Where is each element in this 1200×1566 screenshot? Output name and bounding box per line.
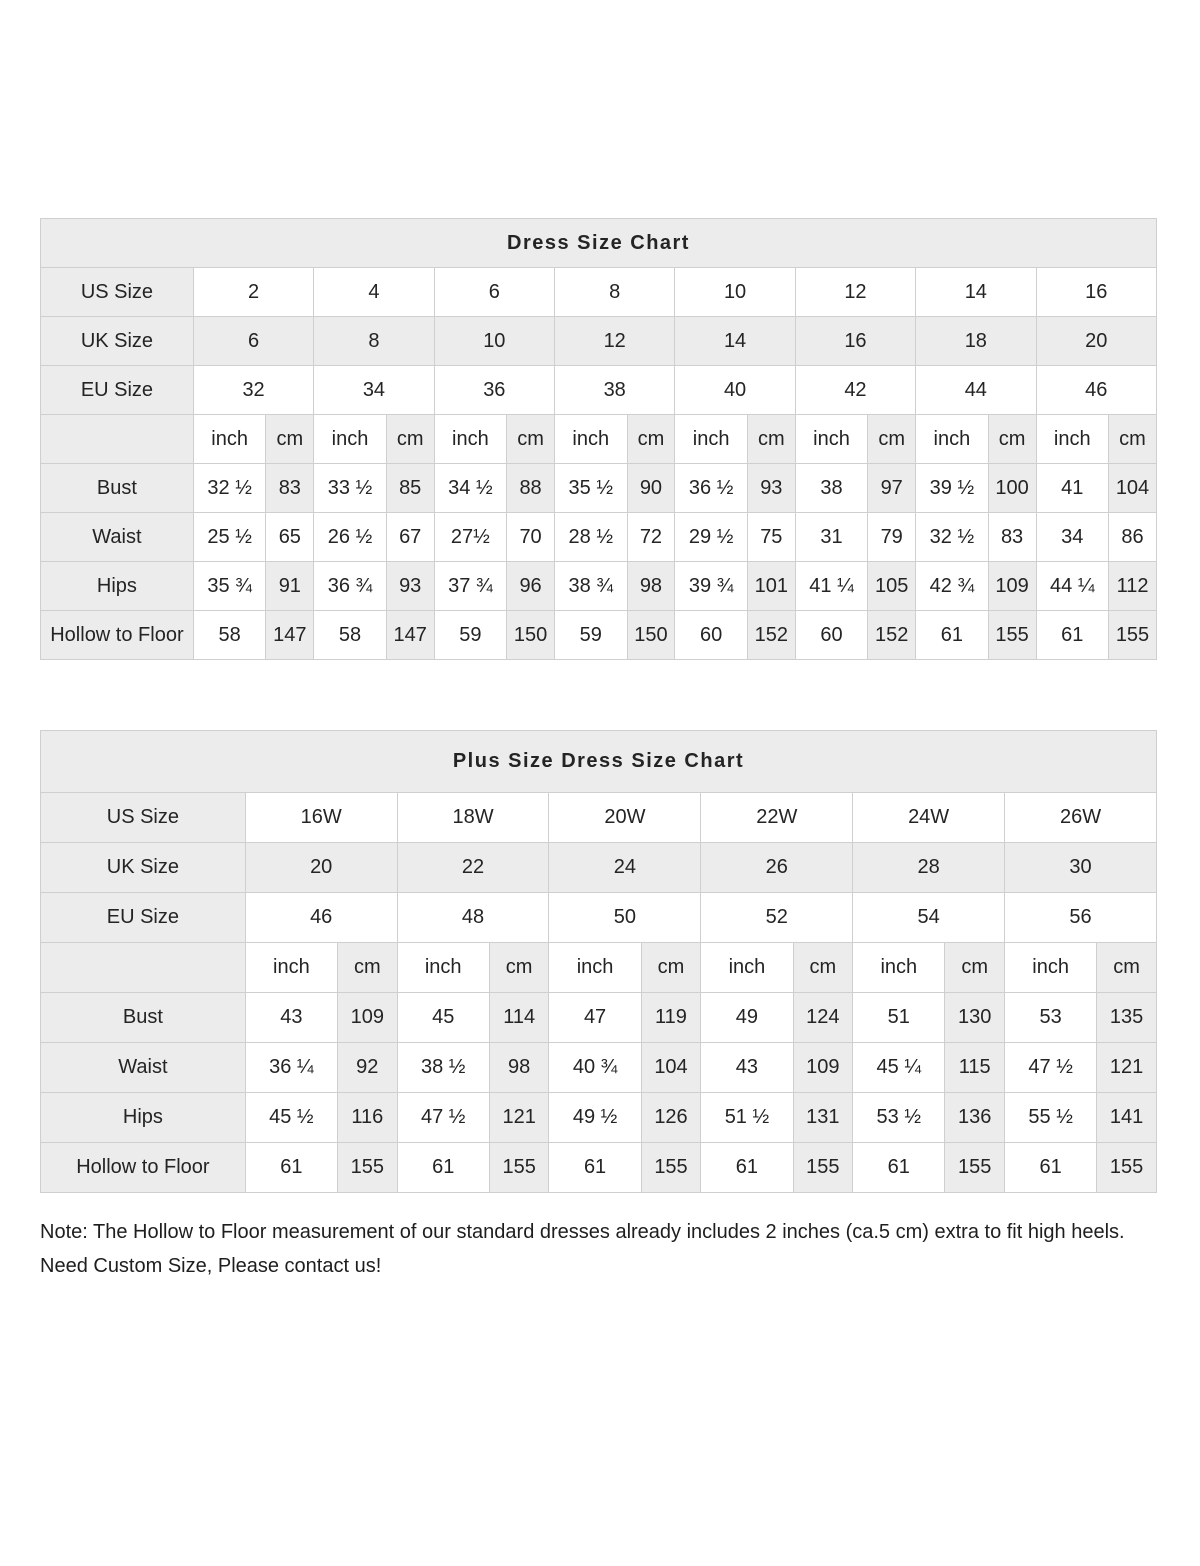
row-label-cell: Waist: [41, 1043, 246, 1093]
size-value-cell: 46: [245, 893, 397, 943]
measurement-cm-cell: 126: [641, 1093, 701, 1143]
measurement-cm-cell: 147: [386, 611, 434, 660]
row-label-cell: EU Size: [41, 366, 194, 415]
row-label-cell: [41, 943, 246, 993]
row-label-cell: UK Size: [41, 843, 246, 893]
measurement-cm-cell: 83: [988, 513, 1036, 562]
measurement-cm-cell: 104: [641, 1043, 701, 1093]
unit-inch-cell: inch: [434, 415, 507, 464]
size-value-cell: 16: [795, 317, 915, 366]
measurement-inch-cell: 36 ½: [675, 464, 748, 513]
measurement-inch-cell: 61: [1005, 1143, 1097, 1193]
measurement-inch-cell: 61: [245, 1143, 337, 1193]
size-value-cell: 46: [1036, 366, 1157, 415]
unit-inch-cell: inch: [549, 943, 641, 993]
measurement-inch-cell: 55 ½: [1005, 1093, 1097, 1143]
size-value-cell: 28: [853, 843, 1005, 893]
measurement-cm-cell: 105: [868, 562, 916, 611]
unit-row: [41, 415, 1157, 464]
measurement-cm-cell: 101: [747, 562, 795, 611]
measurement-cm-cell: 79: [868, 513, 916, 562]
unit-cm-cell: cm: [641, 943, 701, 993]
measurement-inch-cell: 32 ½: [916, 513, 989, 562]
measurement-inch-cell: 58: [314, 611, 387, 660]
measurement-inch-cell: 61: [853, 1143, 945, 1193]
row-label-cell: Bust: [41, 464, 194, 513]
size-value-cell: 54: [853, 893, 1005, 943]
size-value-cell: 34: [314, 366, 434, 415]
size-row: [41, 366, 1157, 415]
size-value-cell: 4: [314, 268, 434, 317]
measurement-row: [41, 464, 1157, 513]
size-value-cell: 8: [555, 268, 675, 317]
measurement-inch-cell: 39 ½: [916, 464, 989, 513]
measurement-inch-cell: 25 ½: [193, 513, 266, 562]
unit-cm-cell: cm: [793, 943, 853, 993]
unit-cm-cell: cm: [337, 943, 397, 993]
measurement-cm-cell: 135: [1097, 993, 1157, 1043]
measurement-inch-cell: 45: [397, 993, 489, 1043]
measurement-cm-cell: 119: [641, 993, 701, 1043]
measurement-inch-cell: 61: [916, 611, 989, 660]
measurement-row: [41, 611, 1157, 660]
measurement-cm-cell: 121: [489, 1093, 549, 1143]
measurement-inch-cell: 28 ½: [555, 513, 628, 562]
measurement-cm-cell: 124: [793, 993, 853, 1043]
measurement-cm-cell: 100: [988, 464, 1036, 513]
unit-cm-cell: cm: [1109, 415, 1157, 464]
measurement-cm-cell: 136: [945, 1093, 1005, 1143]
measurement-cm-cell: 85: [386, 464, 434, 513]
title-row: [41, 731, 1157, 793]
measurement-inch-cell: 31: [795, 513, 868, 562]
unit-cm-cell: cm: [489, 943, 549, 993]
unit-inch-cell: inch: [853, 943, 945, 993]
size-value-cell: 22W: [701, 793, 853, 843]
size-value-cell: 38: [555, 366, 675, 415]
measurement-cm-cell: 98: [489, 1043, 549, 1093]
measurement-inch-cell: 47: [549, 993, 641, 1043]
measurement-cm-cell: 72: [627, 513, 675, 562]
measurement-cm-cell: 96: [507, 562, 555, 611]
measurement-inch-cell: 49 ½: [549, 1093, 641, 1143]
measurement-cm-cell: 86: [1109, 513, 1157, 562]
row-label-cell: Hips: [41, 1093, 246, 1143]
size-value-cell: 48: [397, 893, 549, 943]
unit-inch-cell: inch: [916, 415, 989, 464]
size-value-cell: 36: [434, 366, 554, 415]
measurement-inch-cell: 39 ¾: [675, 562, 748, 611]
size-row: [41, 317, 1157, 366]
measurement-inch-cell: 33 ½: [314, 464, 387, 513]
size-value-cell: 32: [193, 366, 313, 415]
unit-inch-cell: inch: [795, 415, 868, 464]
size-row: [41, 843, 1157, 893]
size-value-cell: 44: [916, 366, 1036, 415]
row-label-cell: Hollow to Floor: [41, 611, 194, 660]
measurement-cm-cell: 150: [507, 611, 555, 660]
measurement-cm-cell: 97: [868, 464, 916, 513]
measurement-inch-cell: 34 ½: [434, 464, 507, 513]
measurement-cm-cell: 112: [1109, 562, 1157, 611]
size-value-cell: 16: [1036, 268, 1157, 317]
row-label-cell: Hips: [41, 562, 194, 611]
size-value-cell: 22: [397, 843, 549, 893]
plus-size-chart-table: [40, 730, 1157, 1193]
unit-row: [41, 943, 1157, 993]
measurement-cm-cell: 155: [1109, 611, 1157, 660]
unit-cm-cell: cm: [627, 415, 675, 464]
measurement-cm-cell: 131: [793, 1093, 853, 1143]
measurement-cm-cell: 109: [793, 1043, 853, 1093]
measurement-inch-cell: 40 ¾: [549, 1043, 641, 1093]
unit-inch-cell: inch: [245, 943, 337, 993]
size-value-cell: 18W: [397, 793, 549, 843]
measurement-row: [41, 1093, 1157, 1143]
measurement-cm-cell: 130: [945, 993, 1005, 1043]
measurement-inch-cell: 51 ½: [701, 1093, 793, 1143]
unit-inch-cell: inch: [1005, 943, 1097, 993]
size-value-cell: 6: [193, 317, 313, 366]
table-title: Plus Size Dress Size Chart: [41, 731, 1157, 793]
measurement-cm-cell: 91: [266, 562, 314, 611]
row-label-cell: US Size: [41, 268, 194, 317]
measurement-cm-cell: 75: [747, 513, 795, 562]
unit-cm-cell: cm: [747, 415, 795, 464]
measurement-inch-cell: 53 ½: [853, 1093, 945, 1143]
measurement-row: [41, 513, 1157, 562]
row-label-cell: [41, 415, 194, 464]
note-line-custom-size: Need Custom Size, Please contact us!: [40, 1255, 382, 1277]
size-row: [41, 268, 1157, 317]
table-title: Dress Size Chart: [41, 219, 1157, 268]
size-value-cell: 10: [675, 268, 795, 317]
measurement-inch-cell: 34: [1036, 513, 1109, 562]
size-value-cell: 20: [1036, 317, 1157, 366]
size-value-cell: 8: [314, 317, 434, 366]
unit-cm-cell: cm: [868, 415, 916, 464]
size-value-cell: 2: [193, 268, 313, 317]
measurement-cm-cell: 88: [507, 464, 555, 513]
size-row: [41, 893, 1157, 943]
measurement-cm-cell: 155: [988, 611, 1036, 660]
unit-cm-cell: cm: [1097, 943, 1157, 993]
row-label-cell: UK Size: [41, 317, 194, 366]
measurement-inch-cell: 58: [193, 611, 266, 660]
measurement-inch-cell: 36 ¼: [245, 1043, 337, 1093]
unit-inch-cell: inch: [193, 415, 266, 464]
size-value-cell: 50: [549, 893, 701, 943]
measurement-cm-cell: 155: [489, 1143, 549, 1193]
measurement-row: [41, 562, 1157, 611]
size-value-cell: 52: [701, 893, 853, 943]
unit-inch-cell: inch: [555, 415, 628, 464]
measurement-cm-cell: 115: [945, 1043, 1005, 1093]
measurement-inch-cell: 59: [434, 611, 507, 660]
measurement-cm-cell: 141: [1097, 1093, 1157, 1143]
measurement-inch-cell: 61: [397, 1143, 489, 1193]
measurement-inch-cell: 45 ½: [245, 1093, 337, 1143]
measurement-inch-cell: 43: [245, 993, 337, 1043]
measurement-cm-cell: 109: [988, 562, 1036, 611]
measurement-inch-cell: 60: [675, 611, 748, 660]
unit-cm-cell: cm: [507, 415, 555, 464]
measurement-inch-cell: 61: [1036, 611, 1109, 660]
unit-inch-cell: inch: [701, 943, 793, 993]
measurement-inch-cell: 61: [701, 1143, 793, 1193]
measurement-cm-cell: 104: [1109, 464, 1157, 513]
row-label-cell: US Size: [41, 793, 246, 843]
size-value-cell: 10: [434, 317, 554, 366]
size-value-cell: 14: [675, 317, 795, 366]
measurement-cm-cell: 150: [627, 611, 675, 660]
size-value-cell: 20: [245, 843, 397, 893]
measurement-inch-cell: 37 ¾: [434, 562, 507, 611]
measurement-inch-cell: 38 ½: [397, 1043, 489, 1093]
size-value-cell: 18: [916, 317, 1036, 366]
measurement-cm-cell: 109: [337, 993, 397, 1043]
measurement-inch-cell: 51: [853, 993, 945, 1043]
unit-inch-cell: inch: [675, 415, 748, 464]
unit-inch-cell: inch: [1036, 415, 1109, 464]
unit-inch-cell: inch: [397, 943, 489, 993]
size-value-cell: 30: [1005, 843, 1157, 893]
measurement-inch-cell: 44 ¼: [1036, 562, 1109, 611]
measurement-cm-cell: 147: [266, 611, 314, 660]
measurement-inch-cell: 32 ½: [193, 464, 266, 513]
measurement-cm-cell: 116: [337, 1093, 397, 1143]
measurement-inch-cell: 38 ¾: [555, 562, 628, 611]
measurement-inch-cell: 35 ½: [555, 464, 628, 513]
measurement-cm-cell: 155: [337, 1143, 397, 1193]
size-value-cell: 12: [555, 317, 675, 366]
measurement-inch-cell: 47 ½: [397, 1093, 489, 1143]
measurement-cm-cell: 93: [386, 562, 434, 611]
measurement-inch-cell: 61: [549, 1143, 641, 1193]
dress-size-chart-table: [40, 218, 1157, 660]
size-value-cell: 6: [434, 268, 554, 317]
measurement-cm-cell: 90: [627, 464, 675, 513]
size-value-cell: 14: [916, 268, 1036, 317]
size-value-cell: 24: [549, 843, 701, 893]
size-value-cell: 42: [795, 366, 915, 415]
size-value-cell: 56: [1005, 893, 1157, 943]
row-label-cell: EU Size: [41, 893, 246, 943]
measurement-cm-cell: 65: [266, 513, 314, 562]
measurement-inch-cell: 26 ½: [314, 513, 387, 562]
measurement-cm-cell: 83: [266, 464, 314, 513]
measurement-row: [41, 993, 1157, 1043]
measurement-row: [41, 1043, 1157, 1093]
measurement-cm-cell: 114: [489, 993, 549, 1043]
measurement-inch-cell: 49: [701, 993, 793, 1043]
measurement-cm-cell: 121: [1097, 1043, 1157, 1093]
unit-cm-cell: cm: [988, 415, 1036, 464]
size-value-cell: 26W: [1005, 793, 1157, 843]
row-label-cell: Bust: [41, 993, 246, 1043]
measurement-inch-cell: 36 ¾: [314, 562, 387, 611]
measurement-inch-cell: 59: [555, 611, 628, 660]
measurement-cm-cell: 152: [747, 611, 795, 660]
measurement-inch-cell: 27½: [434, 513, 507, 562]
size-value-cell: 26: [701, 843, 853, 893]
measurement-cm-cell: 155: [1097, 1143, 1157, 1193]
measurement-cm-cell: 152: [868, 611, 916, 660]
size-row: [41, 793, 1157, 843]
measurement-inch-cell: 38: [795, 464, 868, 513]
measurement-cm-cell: 93: [747, 464, 795, 513]
unit-cm-cell: cm: [945, 943, 1005, 993]
measurement-inch-cell: 41: [1036, 464, 1109, 513]
row-label-cell: Waist: [41, 513, 194, 562]
size-value-cell: 12: [795, 268, 915, 317]
measurement-inch-cell: 41 ¼: [795, 562, 868, 611]
row-label-cell: Hollow to Floor: [41, 1143, 246, 1193]
size-value-cell: 20W: [549, 793, 701, 843]
measurement-cm-cell: 155: [793, 1143, 853, 1193]
measurement-cm-cell: 92: [337, 1043, 397, 1093]
measurement-cm-cell: 67: [386, 513, 434, 562]
note-line-measurement: Note: The Hollow to Floor measurement of our standard dresses already includes 2 inches (ca.5 cm) extra to fit high heels.: [40, 1221, 1125, 1243]
measurement-inch-cell: 29 ½: [675, 513, 748, 562]
measurement-inch-cell: 53: [1005, 993, 1097, 1043]
measurement-cm-cell: 70: [507, 513, 555, 562]
unit-inch-cell: inch: [314, 415, 387, 464]
measurement-inch-cell: 60: [795, 611, 868, 660]
measurement-inch-cell: 43: [701, 1043, 793, 1093]
title-row: [41, 219, 1157, 268]
measurement-row: [41, 1143, 1157, 1193]
size-value-cell: 24W: [853, 793, 1005, 843]
size-value-cell: 16W: [245, 793, 397, 843]
measurement-inch-cell: 47 ½: [1005, 1043, 1097, 1093]
size-value-cell: 40: [675, 366, 795, 415]
measurement-inch-cell: 42 ¾: [916, 562, 989, 611]
footer-note: [40, 1215, 1157, 1283]
unit-cm-cell: cm: [386, 415, 434, 464]
measurement-cm-cell: 98: [627, 562, 675, 611]
measurement-cm-cell: 155: [945, 1143, 1005, 1193]
measurement-inch-cell: 45 ¼: [853, 1043, 945, 1093]
measurement-inch-cell: 35 ¾: [193, 562, 266, 611]
unit-cm-cell: cm: [266, 415, 314, 464]
measurement-cm-cell: 155: [641, 1143, 701, 1193]
